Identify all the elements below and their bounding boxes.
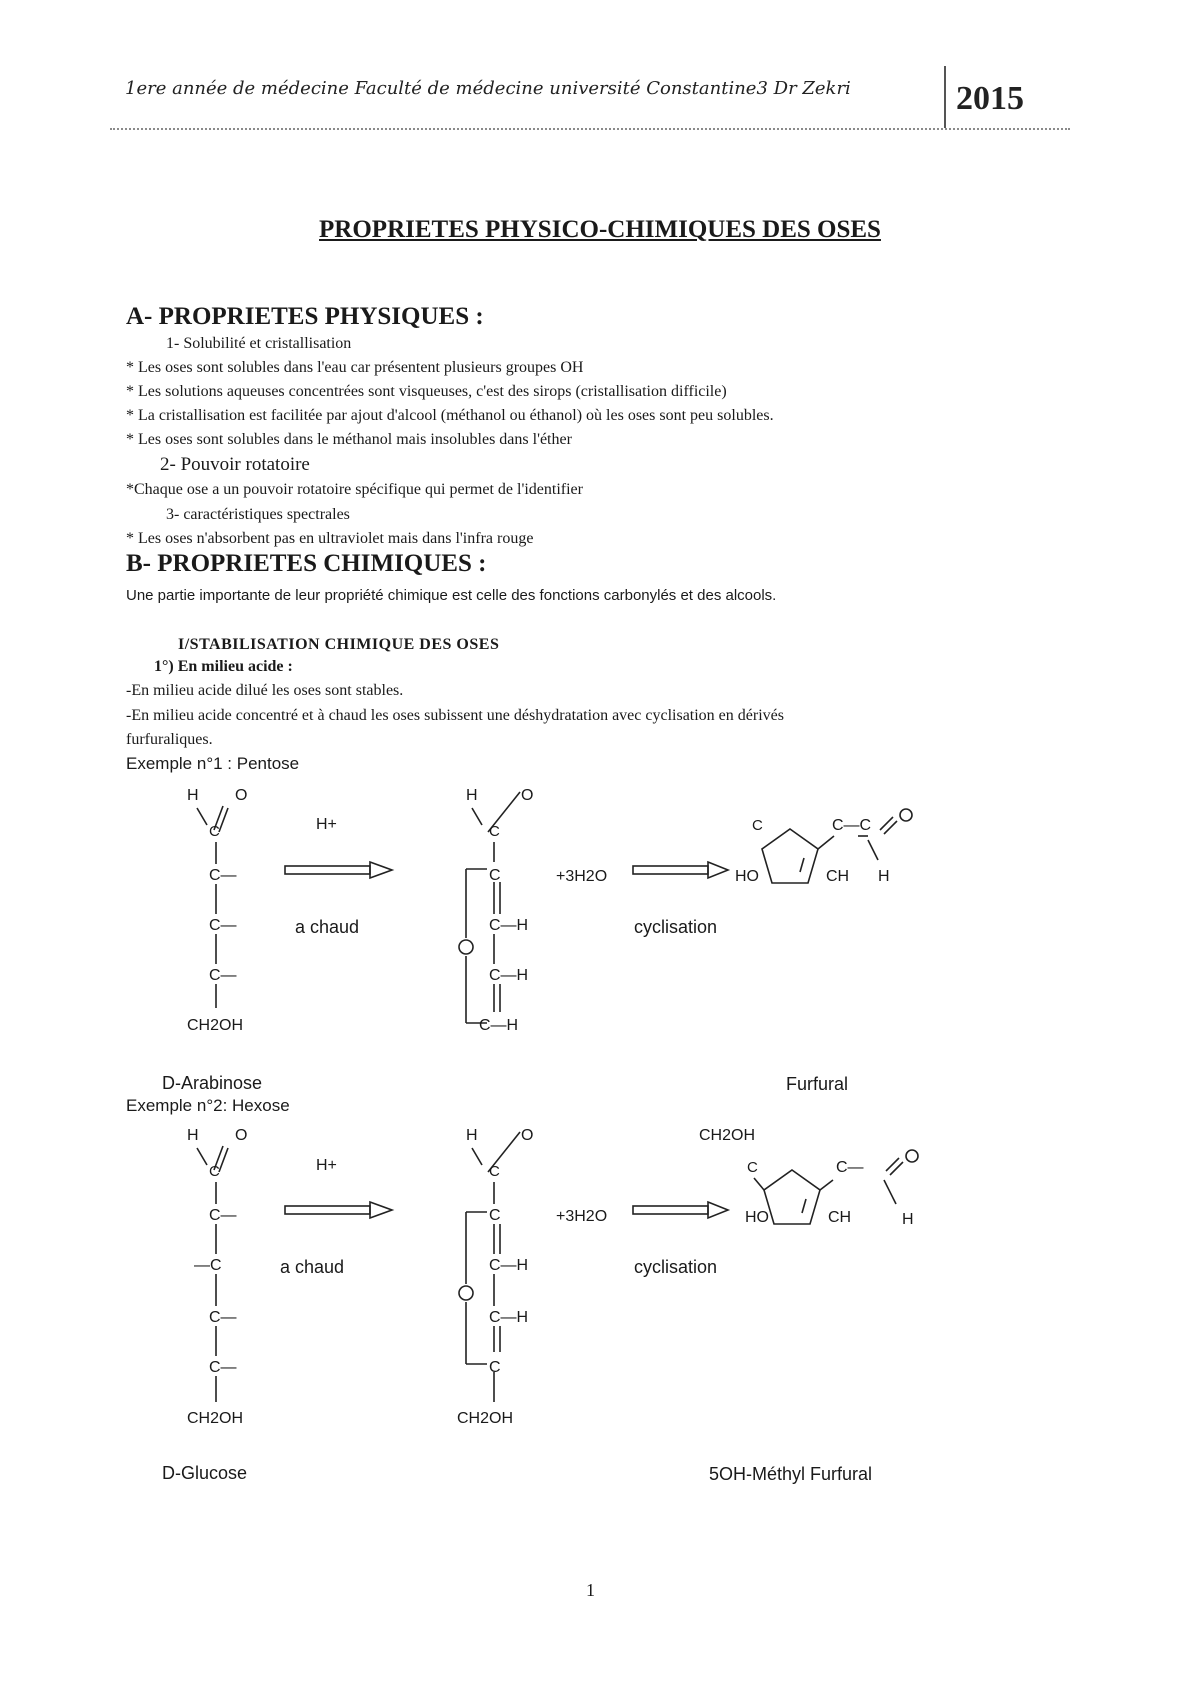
atom-label: C—H xyxy=(489,967,529,984)
atom-label: C— xyxy=(209,1207,237,1224)
atom-label: O xyxy=(521,787,534,804)
atom-label: CH2OH xyxy=(187,1410,244,1427)
body-line: -En milieu acide dilué les oses sont stables. xyxy=(126,682,404,699)
section-b-point: 1°) En milieu acide : xyxy=(154,658,293,675)
atom-label: H xyxy=(187,787,199,804)
bullet-line: *Chaque ose a un pouvoir rotatoire spécifique qui permet de l'identifier xyxy=(126,481,583,498)
page-title: PROPRIETES PHYSICO-CHIMIQUES DES OSES xyxy=(319,216,881,243)
atom-label: CH2OH xyxy=(457,1410,514,1427)
atom-label: C xyxy=(489,867,501,884)
start-compound-name: D-Arabinose xyxy=(162,1073,263,1093)
condition-label: a chaud xyxy=(295,917,360,937)
section-a-sub2: 2- Pouvoir rotatoire xyxy=(160,454,310,475)
atom-label: —C xyxy=(194,1257,222,1274)
reagent-label: H+ xyxy=(316,816,337,833)
atom-label: H xyxy=(187,1127,199,1144)
page-number: 1 xyxy=(586,1580,595,1600)
start-compound-name: D-Glucose xyxy=(162,1463,248,1483)
product-compound-name: Furfural xyxy=(786,1074,849,1094)
cyclisation-label: cyclisation xyxy=(634,1257,718,1277)
atom-label: CH xyxy=(826,868,850,885)
atom-label: C— xyxy=(209,867,237,884)
atom-label: H xyxy=(466,787,478,804)
atom-label: CH2OH xyxy=(699,1127,756,1144)
atom-label: C xyxy=(489,1359,501,1376)
atom-label: O xyxy=(235,1127,248,1144)
atom-label: C xyxy=(209,1163,220,1180)
atom-label: H xyxy=(466,1127,478,1144)
cyclisation-label: cyclisation xyxy=(634,917,718,937)
atom-label: H xyxy=(878,868,890,885)
atom-label: C— xyxy=(836,1159,864,1176)
atom-label: O xyxy=(521,1127,534,1144)
atom-label: C— xyxy=(209,967,237,984)
atom-label: C xyxy=(489,1207,501,1224)
water-label: +3H2O xyxy=(556,868,608,885)
section-a-heading: A- PROPRIETES PHYSIQUES : xyxy=(126,303,484,330)
condition-label: a chaud xyxy=(280,1257,345,1277)
atom-label: C xyxy=(747,1159,758,1176)
atom-label: HO xyxy=(735,868,759,885)
section-b-subheading: I/STABILISATION CHIMIQUE DES OSES xyxy=(178,636,500,653)
atom-label: C—H xyxy=(489,1309,529,1326)
atom-label: O xyxy=(235,787,248,804)
bullet-line: * La cristallisation est facilitée par ajout d'alcool (méthanol ou éthanol) où les oses sont peu solubles. xyxy=(126,407,774,424)
running-header: 1ere année de médecine Faculté de médecine université Constantine3 Dr Zekri xyxy=(125,78,851,99)
section-b-intro: Une partie importante de leur propriété chimique est celle des fonctions carbonylés et des alcools. xyxy=(126,587,777,604)
atom-label: C—C xyxy=(832,817,872,834)
atom-label: C—H xyxy=(489,1257,529,1274)
atom-label: H xyxy=(902,1211,914,1228)
atom-label: C xyxy=(489,823,500,840)
bullet-line: * Les oses n'absorbent pas en ultraviolet mais dans l'infra rouge xyxy=(126,530,534,547)
atom-label: C xyxy=(489,1163,500,1180)
section-a-sub3: 3- caractéristiques spectrales xyxy=(166,506,350,523)
body-line: furfuraliques. xyxy=(126,731,213,748)
header-year: 2015 xyxy=(956,80,1024,117)
body-line: -En milieu acide concentré et à chaud les oses subissent une déshydratation avec cyclisation en dérivés xyxy=(126,707,784,724)
atom-label: C— xyxy=(209,1359,237,1376)
section-b-heading: B- PROPRIETES CHIMIQUES : xyxy=(126,550,487,577)
water-label: +3H2O xyxy=(556,1208,608,1225)
atom-label: C— xyxy=(209,917,237,934)
atom-label: C—H xyxy=(479,1017,519,1034)
reagent-label: H+ xyxy=(316,1157,337,1174)
bullet-line: * Les solutions aqueuses concentrées sont visqueuses, c'est des sirops (cristallisation difficile) xyxy=(126,383,727,400)
example2-label: Exemple n°2: Hexose xyxy=(126,1096,290,1115)
atom-label: HO xyxy=(745,1209,769,1226)
atom-label: C— xyxy=(209,1309,237,1326)
bullet-line: * Les oses sont solubles dans le méthanol mais insolubles dans l'éther xyxy=(126,431,572,448)
section-a-sub1: 1- Solubilité et cristallisation xyxy=(166,335,352,352)
atom-label: C xyxy=(752,817,763,834)
bullet-line: * Les oses sont solubles dans l'eau car présentent plusieurs groupes OH xyxy=(126,359,584,376)
atom-label: CH2OH xyxy=(187,1017,244,1034)
atom-label: CH xyxy=(828,1209,852,1226)
product-compound-name: 5OH-Méthyl Furfural xyxy=(709,1464,873,1484)
example1-label: Exemple n°1 : Pentose xyxy=(126,754,300,773)
atom-label: C—H xyxy=(489,917,529,934)
atom-label: C xyxy=(209,823,220,840)
